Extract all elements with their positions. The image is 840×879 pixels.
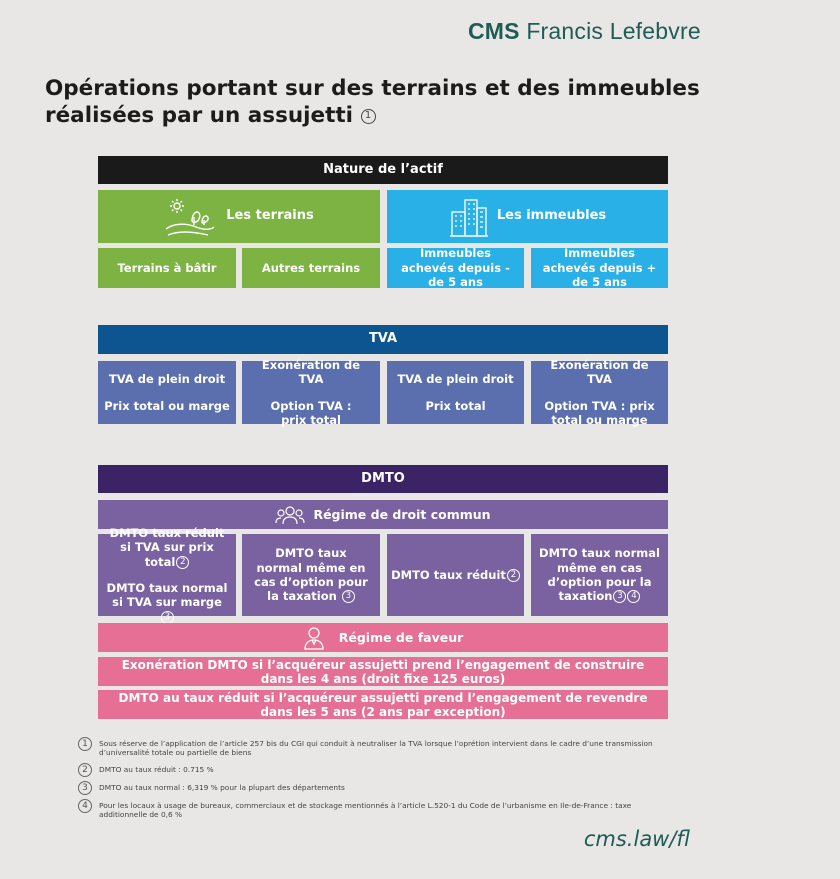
tva-cell-4-base: Option TVA : prix total ou marge <box>544 398 655 427</box>
buildings-icon <box>449 196 489 238</box>
dmto-cell-2 <box>242 534 380 616</box>
footnote-1 <box>78 739 669 757</box>
tva-cell-3 <box>387 361 524 424</box>
immeubles-block <box>387 190 668 243</box>
page-title <box>45 75 745 129</box>
cms-logo: CMS Francis Lefebvre <box>468 18 701 44</box>
footnote-3-number: 3 <box>78 781 92 795</box>
title-line-1: Opérations portant sur des terrains et des immeubles <box>45 76 700 101</box>
dmto-cell-1 <box>98 525 236 622</box>
landscape-icon <box>164 197 216 237</box>
tva-cell-3-base: Prix total <box>425 398 486 413</box>
footnote-4 <box>78 801 659 819</box>
note-ref-4: 4 <box>627 590 640 603</box>
regime-commun-label: Régime de droit commun <box>313 506 491 522</box>
tva-cell-1-regime: TVA de plein droit <box>108 372 226 387</box>
footnote-2 <box>78 765 214 777</box>
terrains-label: Les terrains <box>226 208 314 224</box>
regime-commun-bar <box>98 500 668 529</box>
tva-cell-1 <box>98 361 236 424</box>
footnote-3 <box>78 783 345 795</box>
footnote-2-text: DMTO au taux réduit : 0.715 % <box>99 765 214 774</box>
immeubles-moins-5-ans: Immeubles achevés depuis - de 5 ans <box>387 248 524 288</box>
person-icon <box>303 626 325 650</box>
group-people-icon <box>275 504 305 526</box>
footnote-1-number: 1 <box>78 737 92 751</box>
dmto-cell-1-text-a: DMTO taux réduit si TVA sur prix total 2 <box>109 525 225 569</box>
immeubles-label: Les immeubles <box>496 208 607 224</box>
footnote-4-number: 4 <box>78 799 92 813</box>
tva-cell-4-regime: Exonération de TVA <box>550 357 649 387</box>
footnotes <box>78 739 678 829</box>
note-ref-2: 2 <box>507 569 520 582</box>
faveur-revendre: DMTO au taux réduit si l’acquéreur assujetti prend l’engagement de revendre dans les 5 ans (2 ans par exception) <box>98 690 668 719</box>
note-ref-3: 3 <box>613 590 626 603</box>
title-note-ref: 1 <box>361 109 376 124</box>
footnote-2-number: 2 <box>78 763 92 777</box>
terrains-block <box>98 190 380 243</box>
dmto-header: DMTO <box>98 465 668 493</box>
footnote-4-text: Pour les locaux à usage de bureaux, commerciaux et de stockage mentionnés à l’article L.520-1 du Code de l’urbanisme en Ile-de-France : taxe additionnelle de 0,6 % <box>99 801 632 819</box>
dmto-cell-3-text: DMTO taux réduit 2 <box>391 568 520 582</box>
tva-cell-4 <box>531 357 668 427</box>
note-ref-3: 3 <box>342 590 355 603</box>
tva-cell-2-base: Option TVA : prix total <box>270 398 352 427</box>
nature-header: Nature de l’actif <box>98 156 668 184</box>
tva-header: TVA <box>98 325 668 354</box>
regime-faveur-label: Régime de faveur <box>338 629 464 645</box>
note-ref-2: 2 <box>176 556 189 569</box>
regime-faveur-bar <box>98 623 668 652</box>
dmto-cell-4 <box>531 534 668 616</box>
footer-url[interactable]: cms.law/fl <box>583 827 690 851</box>
dmto-cell-2-text: DMTO taux normal même en cas d’option pour la taxation 3 <box>254 546 368 604</box>
dmto-cell-1-text-b: DMTO taux normal si TVA sur marge 3 <box>106 581 228 622</box>
tva-cell-2 <box>242 357 380 427</box>
tva-cell-2-regime: Exonération de TVA <box>261 357 361 387</box>
faveur-construire: Exonération DMTO si l’acquéreur assujetti prend l’engagement de construire dans les 4 ans (droit fixe 125 euros) <box>98 657 668 686</box>
autres-terrains: Autres terrains <box>242 248 380 288</box>
title-line-2: réalisées par un assujetti <box>45 103 354 128</box>
terrains-a-batir: Terrains à bâtir <box>98 248 236 288</box>
footnote-1-text: Sous réserve de l’application de l’article 257 bis du CGI qui conduit à neutraliser la TVA lorsque l’oprétion intervient dans le cadre d’une transmission d’universalité totale ou partielle de biens <box>99 739 653 757</box>
tva-cell-1-base: Prix total ou marge <box>104 398 230 413</box>
footnote-3-text: DMTO au taux normal : 6,319 % pour la plupart des départements <box>99 783 345 792</box>
dmto-cell-4-text: DMTO taux normal même en cas d’option pour la taxation 3 4 <box>539 546 660 604</box>
note-ref-3: 3 <box>161 611 174 624</box>
immeubles-plus-5-ans: Immeubles achevés depuis + de 5 ans <box>531 248 668 288</box>
dmto-cell-3 <box>387 534 524 616</box>
tva-cell-3-regime: TVA de plein droit <box>397 372 514 387</box>
